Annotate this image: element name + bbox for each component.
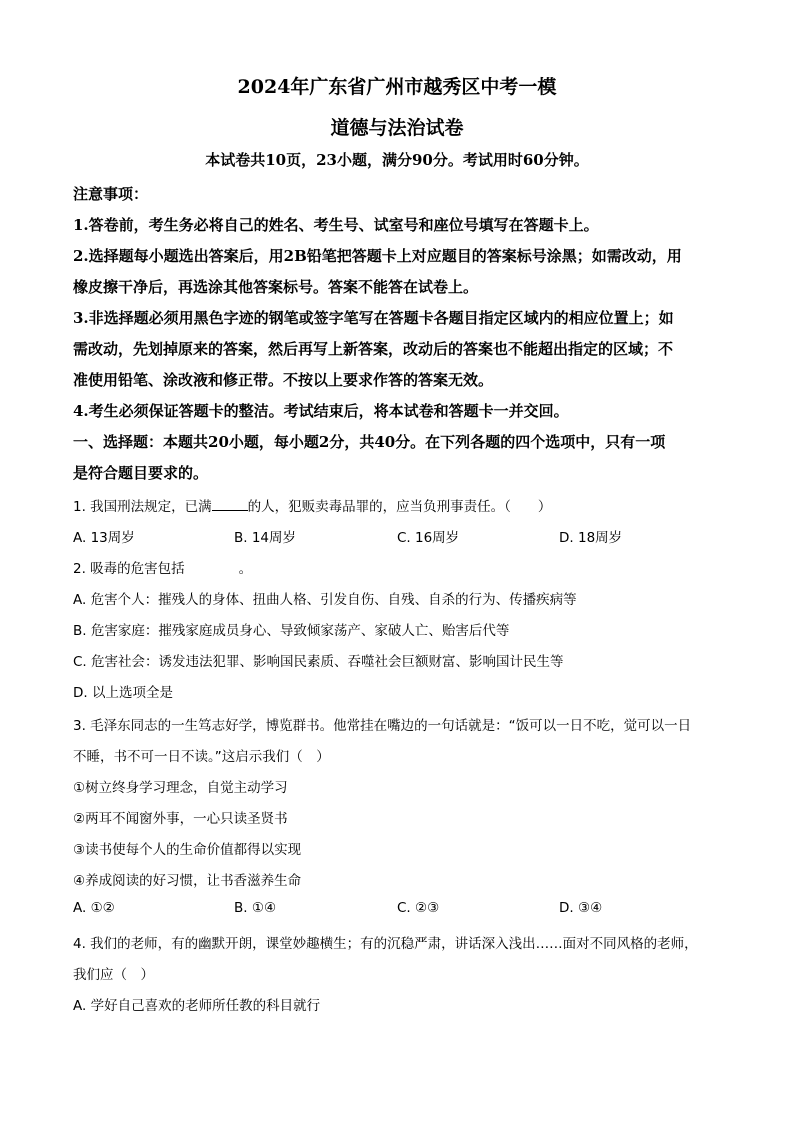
question-1-option-d: D. 18周岁 — [559, 530, 623, 546]
question-2-option-b: B. 危害家庭：摧残家庭成员身心、导致倾家荡产、家破人亡、贻害后代等 — [73, 623, 510, 639]
answer-blank — [212, 498, 248, 511]
question-1-stem-after: 的人，犯贩卖毒品罪的，应当负刑事责任。（ ） — [247, 499, 552, 515]
question-1-option-c: C. 16周岁 — [397, 530, 460, 546]
question-2-stem: 2. 吸毒的危害包括 。 — [73, 561, 253, 577]
question-2-option-a: A. 危害个人：摧残人的身体、扭曲人格、引发自伤、自残、自杀的行为、传播疾病等 — [73, 592, 577, 608]
question-3-option-a: A. ①② — [73, 900, 115, 916]
question-2-option-d: D. 以上选项全是 — [73, 685, 173, 701]
question-1-option-b: B. 14周岁 — [234, 530, 297, 546]
question-1-stem — [73, 495, 551, 515]
question-3-option-d: D. ③④ — [559, 900, 603, 916]
question-3-statement-3: ③读书使每个人的生命价值都得以实现 — [73, 842, 302, 858]
section-1-heading-line-1: 一、选择题：本题共20小题，每小题2分，共40分。在下列各题的四个选项中，只有一项 — [73, 433, 666, 451]
notice-item-3-line-3: 准使用铅笔、涂改液和修正带。不按以上要求作答的答案无效。 — [73, 371, 494, 389]
question-1-options — [73, 526, 723, 546]
notice-item-2-line-2: 橡皮擦干净后，再选涂其他答案标号。答案不能答在试卷上。 — [73, 278, 479, 296]
question-3-stem-line-1: 3. 毛泽东同志的一生笃志好学，博览群书。他常挂在嘴边的一句话就是：“饭可以一日不吃，觉可以一日 — [73, 718, 692, 734]
question-3-stem-line-2: 不睡，书不可一日不读。”这启示我们（ ） — [73, 749, 330, 765]
notice-heading: 注意事项： — [73, 185, 149, 203]
notice-item-2-line-1: 2.选择题每小题选出答案后，用2B铅笔把答题卡上对应题目的答案标号涂黑；如需改动，用 — [73, 247, 682, 265]
question-3-option-b: B. ①④ — [234, 900, 277, 916]
exam-meta: 本试卷共10页，23小题，满分90分。考试用时60分钟。 — [205, 151, 589, 169]
notice-item-4: 4.考生必须保证答题卡的整洁。考试结束后，将本试卷和答题卡一并交回。 — [73, 402, 569, 420]
question-3-statement-1: ①树立终身学习理念，自觉主动学习 — [73, 780, 288, 796]
section-1-heading-line-2: 是符合题目要求的。 — [73, 464, 209, 482]
question-3-options — [73, 900, 723, 920]
question-4-option-a: A. 学好自己喜欢的老师所任教的科目就行 — [73, 998, 321, 1014]
question-3-statement-4: ④养成阅读的好习惯，让书香滋养生命 — [73, 873, 302, 889]
notice-item-3-line-1: 3.非选择题必须用黑色字迹的钢笔或签字笔写在答题卡各题目指定区域内的相应位置上；如 — [73, 309, 674, 327]
question-3-option-c: C. ②③ — [397, 900, 440, 916]
notice-item-3-line-2: 需改动，先划掉原来的答案，然后再写上新答案，改动后的答案也不能超出指定的区域；不 — [73, 340, 674, 358]
question-4-stem-line-2: 我们应（ ） — [73, 967, 154, 983]
question-3-statement-2: ②两耳不闻窗外事，一心只读圣贤书 — [73, 811, 288, 827]
exam-subtitle: 道德与法治试卷 — [330, 117, 464, 139]
question-1-option-a: A. 13周岁 — [73, 530, 135, 546]
exam-title: 2024年广东省广州市越秀区中考一模 — [237, 76, 557, 98]
question-4-stem-line-1: 4. 我们的老师，有的幽默开朗，课堂妙趣横生；有的沉稳严肃，讲话深入浅出……面对不同风格的老师， — [73, 936, 698, 952]
question-1-stem-before: 1. 我国刑法规定，已满 — [73, 499, 212, 515]
notice-item-1: 1.答卷前，考生务必将自己的姓名、考生号、试室号和座位号填写在答题卡上。 — [73, 216, 599, 234]
question-2-option-c: C. 危害社会：诱发违法犯罪、影响国民素质、吞噬社会巨额财富、影响国计民生等 — [73, 654, 564, 670]
